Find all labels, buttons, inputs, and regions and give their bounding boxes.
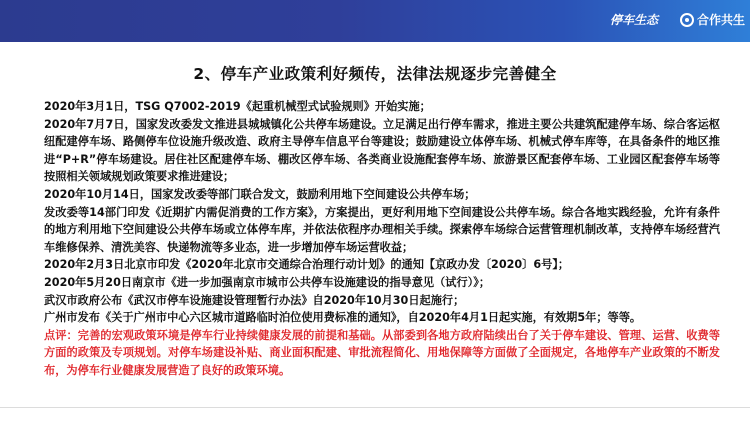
logo-right-text: 合作共生 — [697, 13, 746, 27]
policy-item: 2020年10月14日，国家发改委等部门联合发文，鼓励利用地下空间建设公共停车场； — [44, 187, 476, 201]
logo-left: 停车生态 — [610, 13, 659, 27]
policy-item: 发改委等14部门印发《近期扩内需促消费的工作方案》，方案提出，更好利用地下空间建设公共停车场。综合各地实践经验，允许有条件的地方利用地下空间建设公共停车场或立体停车库，并依法依程序办理相关手续。探索停车场综合运营管理机制改革，支持停车场经营汽车维修保养、清洗美容、快递物流等多业态，进一步增加停车场运营收益； — [44, 205, 720, 254]
logo-right — [680, 11, 745, 28]
policy-item: 2020年2月3日北京市印发《2020年北京市交通综合治理行动计划》的通知【京政办发〔2020〕6号】； — [44, 258, 570, 272]
logo-circle-icon — [680, 13, 694, 27]
header-bar — [0, 0, 750, 42]
policy-item: 2020年3月1日，TSG Q7002-2019《起重机械型式试验规则》开始实施； — [44, 100, 431, 113]
policy-item: 广州市发布《关于广州市中心六区城市道路临时泊位使用费标准的通知》，自2020年4月1日起实施，有效期5年；等等。 — [44, 311, 642, 325]
page-title: 2、停车产业政策利好频传，法律法规逐步完善健全 — [193, 65, 557, 83]
commentary: 点评：完善的宏观政策环境是停车行业持续健康发展的前提和基础。从部委到各地方政府陆续出台了关于停车建设、管理、运营、收费等方面的政策及专项规划。对停车场建设补贴、商业面积配建、审批流程简化、用地保障等方面做了全面规定，各地停车产业政策的不断发布，为停车行业健康发展营造了良好的政策环境。 — [44, 328, 720, 377]
policy-item: 2020年5月20日南京市《进一步加强南京市城市公共停车设施建设的指导意见（试行）》； — [44, 275, 491, 289]
bottom-divider — [0, 407, 750, 408]
content-body — [44, 98, 720, 380]
policy-item: 武汉市政府公布《武汉市停车设施建设管理暂行办法》自2020年10月30日起施行； — [44, 293, 465, 307]
policy-item: 2020年7月7日，国家发改委发文推进县城城镇化公共停车场建设。立足满足出行停车需求，推进主要公共建筑配建停车场、综合客运枢纽配建停车场、路侧停车位设施升级改造、政府主导停车信息平台等建设；鼓励建设立体停车场、机械式停车库等，在具备条件的地区推进“P+R”停车场建设。居住社区配建停车场、棚改区停车场、各类商业设施配套停车场、旅游景区配套停车场、工业园区配套停车场等按照相关领域规划政策要求推进建设； — [44, 117, 720, 184]
